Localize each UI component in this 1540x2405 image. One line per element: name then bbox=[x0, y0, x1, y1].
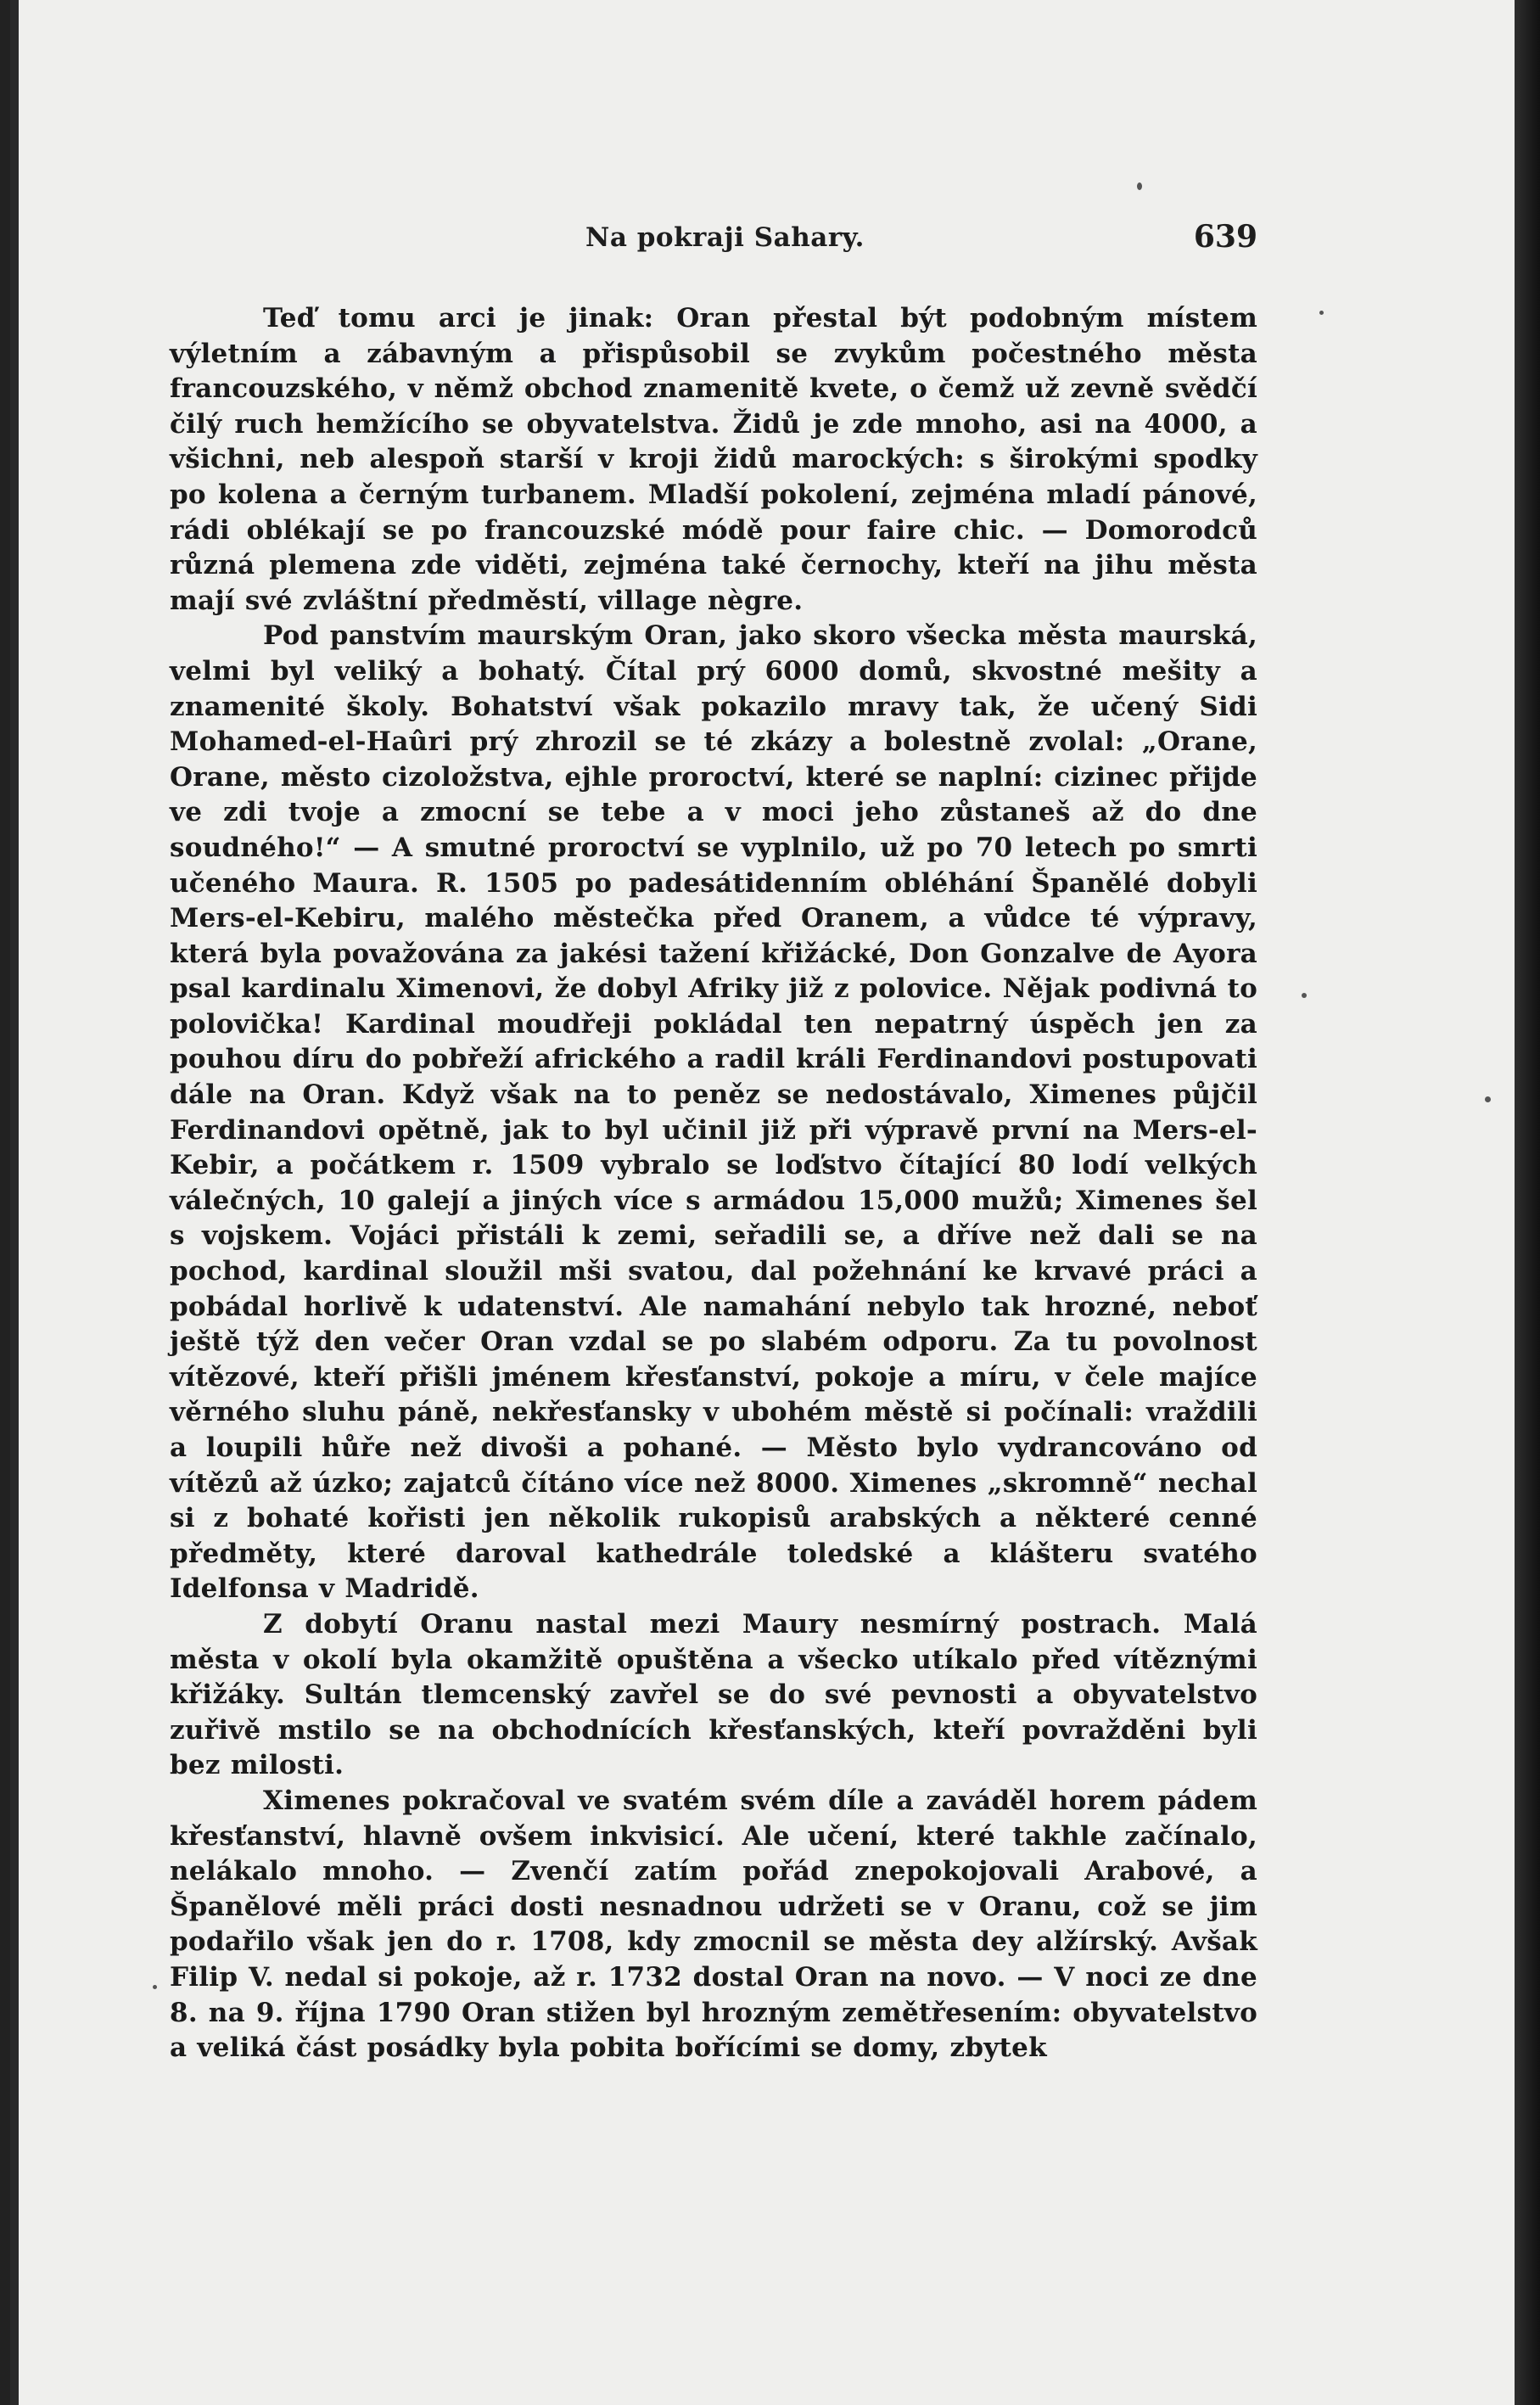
dust-speck bbox=[1137, 182, 1142, 190]
dust-speck bbox=[1485, 1096, 1491, 1102]
page-number: 639 bbox=[1193, 219, 1257, 255]
dust-speck bbox=[153, 1985, 157, 1989]
page-header bbox=[170, 217, 1257, 261]
dust-speck bbox=[1319, 311, 1324, 315]
paragraph: Pod panstvím maurským Oran, jako skoro všecka města maurská, velmi byl veliký a bohatý. Čítal prý 6000 domů, skvostné mešity a znamenité školy. Bohatství však pokazilo mravy tak, že učený Sidi Mohamed-el-Haûri prý zhrozil se té zkázy a bolestně zvolal: „Orane, Orane, město cizoložstva, ejhle proroctví, které se naplní: cizinec přijde ve zdi tvoje a zmocní se tebe a v moci jeho zůstaneš až do dne soudného!“ — A smutné proroctví se vyplnilo, už po 70 letech po smrti učeného Maura. R. 1505 po padesátidenním obléhání Španělé dobyli Mers-el-Kebiru, malého městečka před Oranem, a vůdce té výpravy, která byla považována za jakési tažení křižácké, Don Gonzalve de Ayora psal kardinalu Ximenovi, že dobyl Afriky již z polovice. Nějak podivná to polovička! Kardinal moudřeji pokládal ten nepatrný úspěch jen za pouhou díru do pobřeží afrického a radil králi Ferdinandovi postupovati dále na Oran. Když však na to peněz se nedostávalo, Ximenes půjčil Ferdinandovi opětně, jak to byl učinil již při výpravě první na Mers-el-Kebir, a počátkem r. 1509 vybralo se loďstvo čítající 80 lodí velkých válečných, 10 galejí a jiných více s armádou 15,000 mužů; Ximenes šel s vojskem. Vojáci přistáli k zemi, seřadili se, a dříve než dali se na pochod, kardinal sloužil mši svatou, dal požehnání ke krvavé práci a pobádal horlivě k udatenství. Ale namahání nebylo tak hrozné, neboť ještě týž den večer Oran vzdal se po slabém odporu. Za tu povolnost vítězové, kteří přišli jménem křesťanství, pokoje a míru, v čele majíce věrného sluhu páně, nekřesťansky v ubohém městě si počínali: vraždili a loupili hůře než divoši a pohané. — Město bylo vydrancováno od vítězů až úzko; zajatců čítáno více než 8000. Ximenes „skromně“ nechal si z bohaté kořisti jen několik rukopisů arabských a některé cenné předměty, které daroval kathedrále toledské a klášteru svatého Idelfonsa v Madridě. bbox=[170, 620, 1257, 1605]
paragraph: Teď tomu arci je jinak: Oran přestal být podobným místem výletním a zábavným a přispůsobil se zvykům počestného města francouzského, v němž obchod znamenitě kvete, o čemž už zevně svědčí čilý ruch hemžícího se obyvatelstva. Židů je zde mnoho, asi na 4000, a všichni, neb alespoň starší v kroji židů marockých: s širokými spodky po kolena a černým turbanem. Mladší pokolení, zejména mladí pánové, rádi oblékají se po francouzské módě pour faire chic. — Domorodců různá plemena zde viděti, zejména také černochy, kteří na jihu města mají své zvláštní předměstí, village nègre. bbox=[170, 303, 1257, 616]
body-text bbox=[170, 301, 1257, 2066]
paragraph: Z dobytí Oranu nastal mezi Maury nesmírný postrach. Malá města v okolí byla okamžitě opuštěna a všecko utíkalo před vítěznými křižáky. Sultán tlemcenský zavřel se do své pevnosti a obyvatelstvo zuřivě mstilo se na obchodnících křesťanských, kteří povražděni byli bez milosti. bbox=[170, 1608, 1257, 1781]
running-title: Na pokraji Sahary. bbox=[585, 222, 865, 253]
page-edge-shadow bbox=[1515, 0, 1540, 2405]
dust-speck bbox=[1302, 993, 1307, 998]
paragraph: Ximenes pokračoval ve svatém svém díle a zaváděl horem pádem křesťanství, hlavně ovšem inkvisicí. Ale učení, které takhle začínalo, nelákalo mnoho. — Zvenčí zatím pořád znepokojovali Arabové, a Španělové měli práci dosti nesnadnou udržeti se v Oranu, což se jim podařilo však jen do r. 1708, kdy zmocnil se města dey alžírský. Avšak Filip V. nedal si pokoje, až r. 1732 dostal Oran na novo. — V noci ze dne 8. na 9. října 1790 Oran stižen byl hrozným zemětřesením: obyvatelstvo a veliká část posádky byla pobita bořícími se domy, zbytek bbox=[170, 1785, 1257, 2064]
